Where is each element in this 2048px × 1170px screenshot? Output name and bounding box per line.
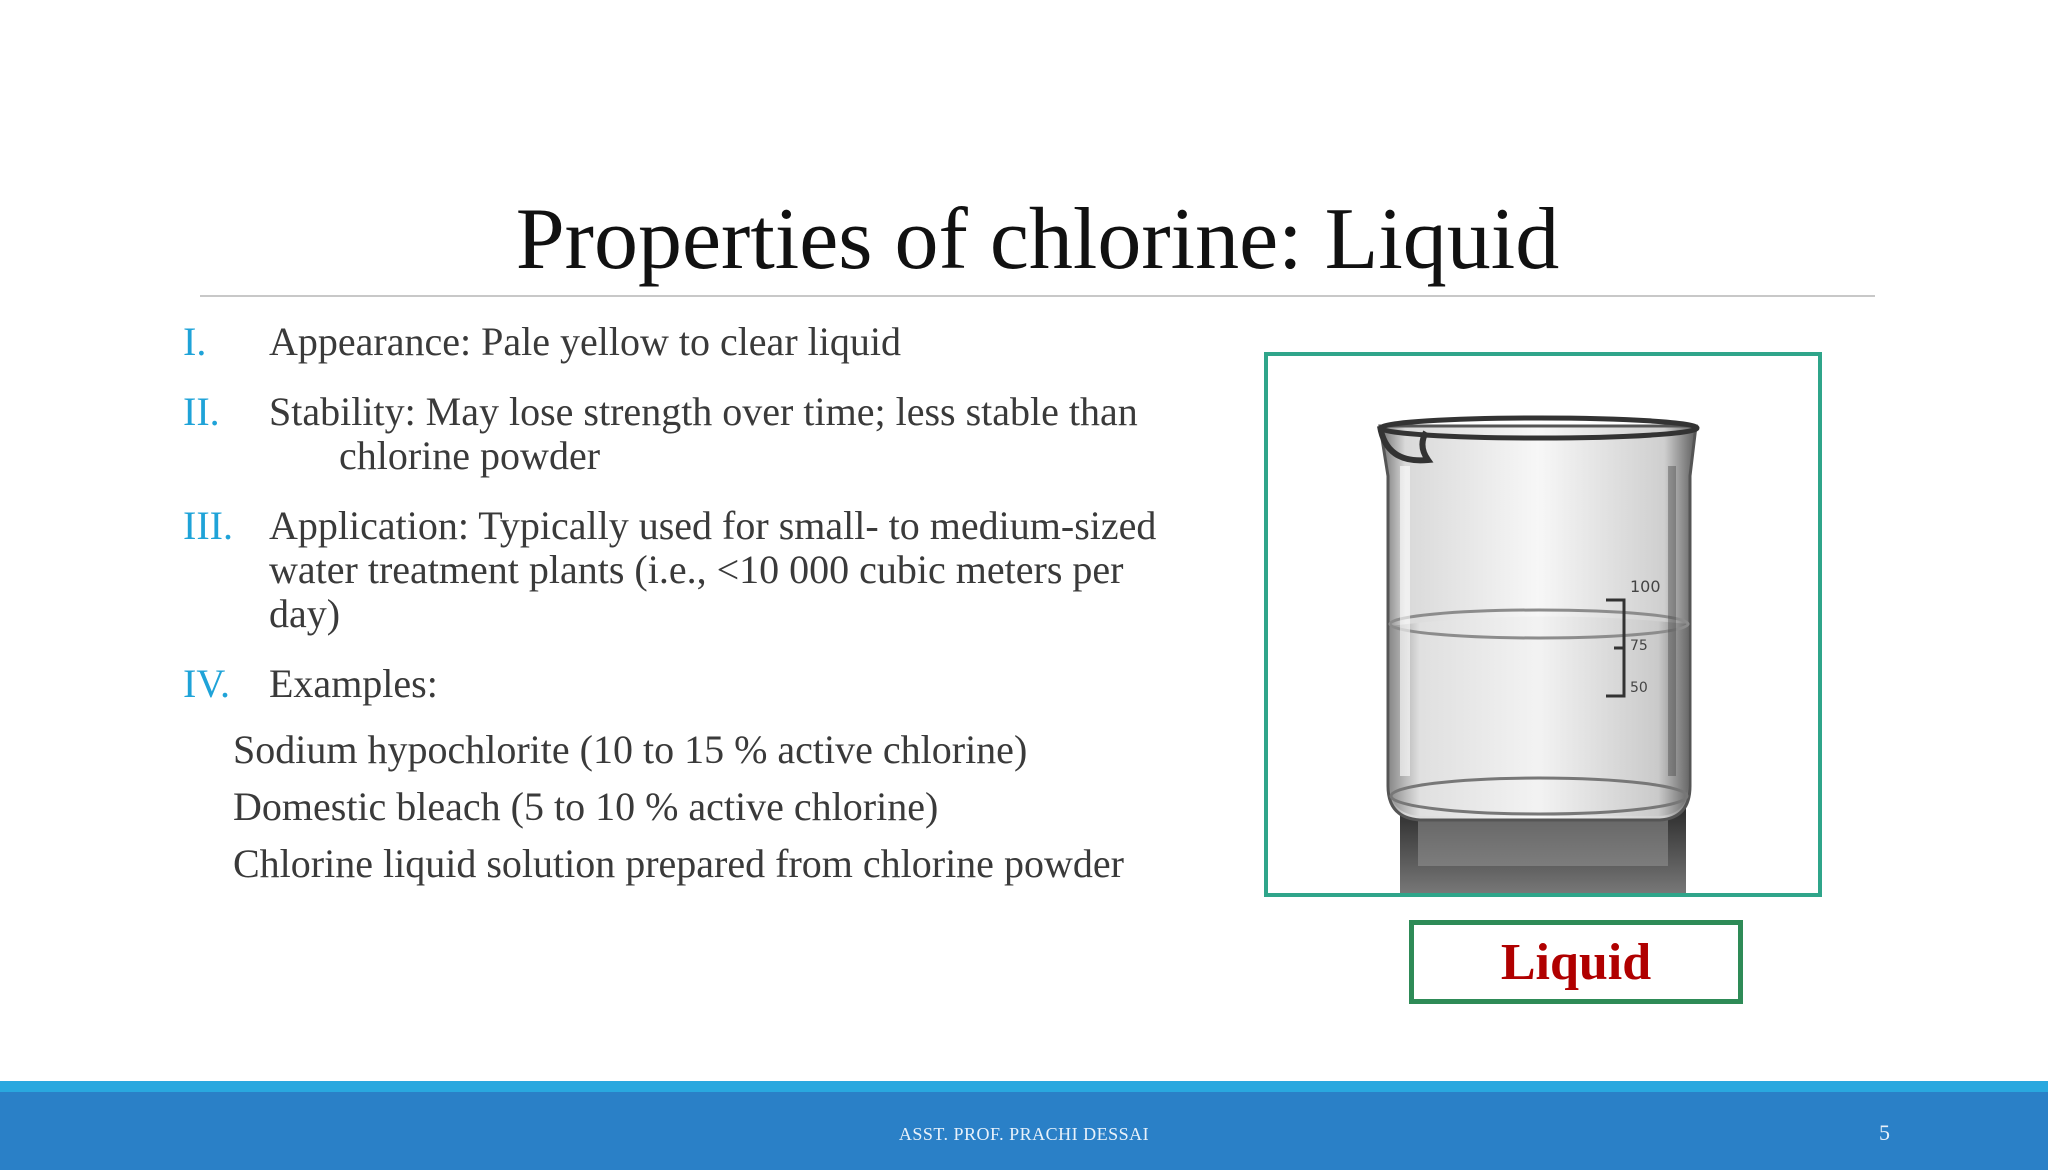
- bullet-text: Application: Typically used for small- to medium-sized: [269, 503, 1157, 548]
- title-divider: [200, 295, 1875, 297]
- bullet-numeral: II.: [183, 389, 220, 434]
- bullet-numeral: III.: [183, 503, 233, 548]
- beaker-icon: [1268, 356, 1818, 893]
- bullet-text-line-3: day): [269, 591, 341, 636]
- bullet-numeral: I.: [183, 319, 207, 364]
- bullet-text: Appearance: Pale yellow to clear liquid: [269, 319, 901, 364]
- bullet-list: [183, 320, 1203, 732]
- example-item: Domestic bleach (5 to 10 % active chlorine): [233, 784, 939, 829]
- graduation-label: 75: [1630, 638, 1648, 654]
- bullet-text: Stability: May lose strength over time; less stable than: [269, 389, 1138, 434]
- bullet-text-line-2: water treatment plants (i.e., <10 000 cubic meters per: [269, 547, 1124, 592]
- footer-accent-stripe: [0, 1081, 2048, 1092]
- bullet-stability: [183, 390, 1203, 478]
- graduation-label: 50: [1630, 680, 1648, 696]
- example-item: Chlorine liquid solution prepared from chlorine powder: [233, 841, 1124, 886]
- example-list: [233, 728, 1124, 899]
- footer-author: ASST. PROF. PRACHI DESSAI: [898, 1124, 1150, 1144]
- image-caption-box: [1409, 920, 1743, 1004]
- bullet-application: [183, 504, 1203, 636]
- graduation-label: 100: [1630, 577, 1661, 596]
- bullet-appearance: [183, 320, 1203, 364]
- slide-title: Properties of chlorine: Liquid: [515, 191, 1560, 288]
- beaker-image-frame: [1264, 352, 1822, 897]
- bullet-text-continuation: chlorine powder: [339, 433, 601, 478]
- page-number: 5: [1879, 1120, 1890, 1145]
- example-item: Sodium hypochlorite (10 to 15 % active chlorine): [233, 727, 1028, 772]
- bullet-numeral: IV.: [183, 661, 231, 706]
- bullet-text: Examples:: [269, 661, 438, 706]
- image-caption: Liquid: [1500, 933, 1652, 991]
- bullet-examples: [183, 662, 1203, 706]
